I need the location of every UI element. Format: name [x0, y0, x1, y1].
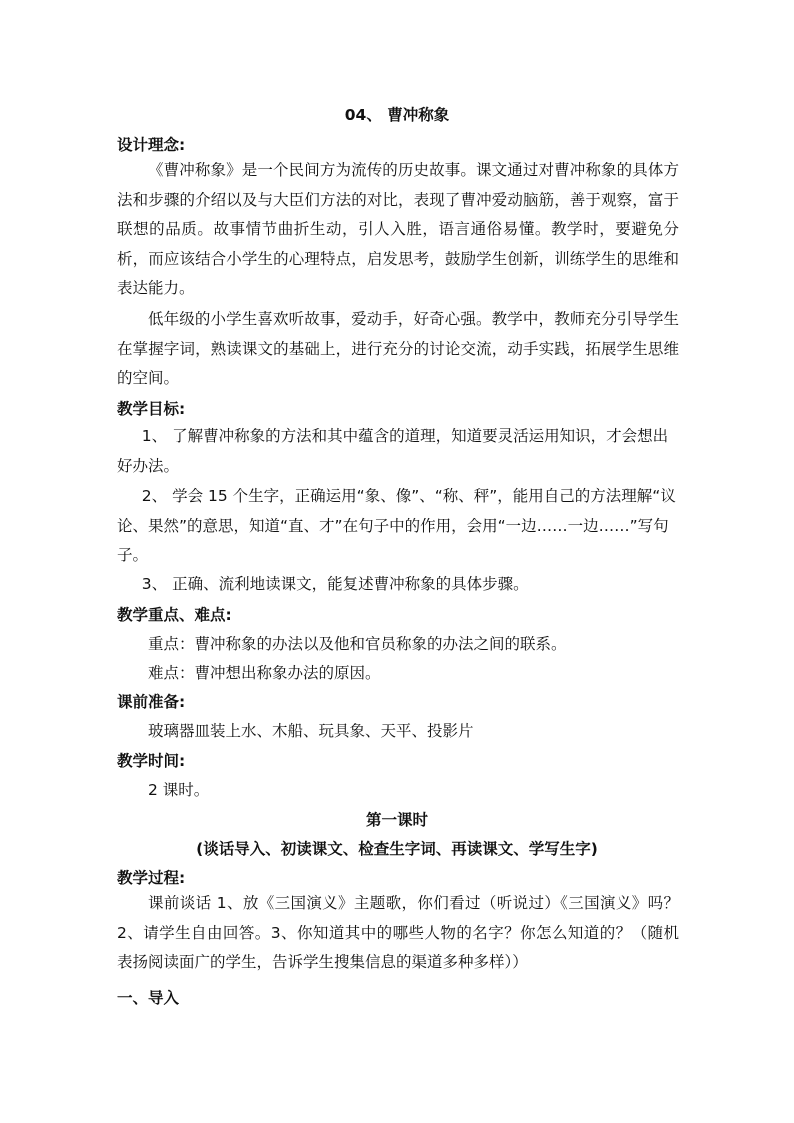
design-paragraph-1: 《曹冲称象》是一个民间方为流传的历史故事。课文通过对曹冲称象的具体方法和步骤的介绍以及与大臣们方法的对比，表现了曹冲爱动脑筋，善于观察，富于联想的品质。故事情节曲折生动，引人入胜，语言通俗易懂。教学时，要避免分析，而应该结合小学生的心理特点，启发思考，鼓励学生创新，训练学生的思维和表达能力。: [117, 161, 679, 297]
lesson-subtitle: (谈话导入、初读课文、检查生字词、再读课文、学写生字): [196, 840, 598, 858]
goal-item-3: 3、 正确、流利地读课文，能复述曹冲称象的具体步骤。: [141, 575, 529, 593]
key-point: 重点：曹冲称象的办法以及他和官员称象的办法之间的联系。: [148, 635, 567, 653]
preparation-text: 玻璃器皿装上水、木船、玩具象、天平、投影片: [148, 722, 474, 740]
document-title: 04、 曹冲称象: [344, 106, 450, 124]
process-heading: 教学过程:: [117, 869, 186, 887]
lesson-title: 第一课时: [365, 811, 428, 829]
section-introduction: 一、导入: [117, 989, 180, 1007]
goal-item-2: 2、 学会 15 个生字，正确运用“象、像”、“称、秤”，能用自己的方法理解“议论、果然”的意思，知道“直、才”在句子中的作用，会用“一边……一边……”写句子。: [117, 487, 676, 564]
process-paragraph: 课前谈话 1、放《三国演义》主题歌，你们看过（听说过）《三国演义》吗？2、请学生自由回答。3、你知道其中的哪些人物的名字？你怎么知道的？（随机表扬阅读面广的学生，告诉学生搜集信息的渠道多种多样））: [117, 894, 679, 971]
key-points-heading: 教学重点、难点:: [117, 606, 232, 624]
design-heading: 设计理念:: [117, 136, 186, 154]
goal-item-1: 1、 了解曹冲称象的方法和其中蕴含的道理，知道要灵活运用知识，才会想出好办法。: [117, 427, 669, 475]
difficult-point: 难点：曹冲想出称象办法的原因。: [148, 664, 381, 682]
goal-heading: 教学目标:: [117, 400, 186, 418]
teaching-time-text: 2 课时。: [148, 781, 210, 799]
design-paragraph-2: 低年级的小学生喜欢听故事，爱动手，好奇心强。教学中，教师充分引导学生在掌握字词，熟读课文的基础上，进行充分的讨论交流，动手实践，拓展学生思维的空间。: [117, 310, 679, 387]
preparation-heading: 课前准备:: [117, 693, 186, 711]
teaching-time-heading: 教学时间:: [117, 752, 186, 770]
